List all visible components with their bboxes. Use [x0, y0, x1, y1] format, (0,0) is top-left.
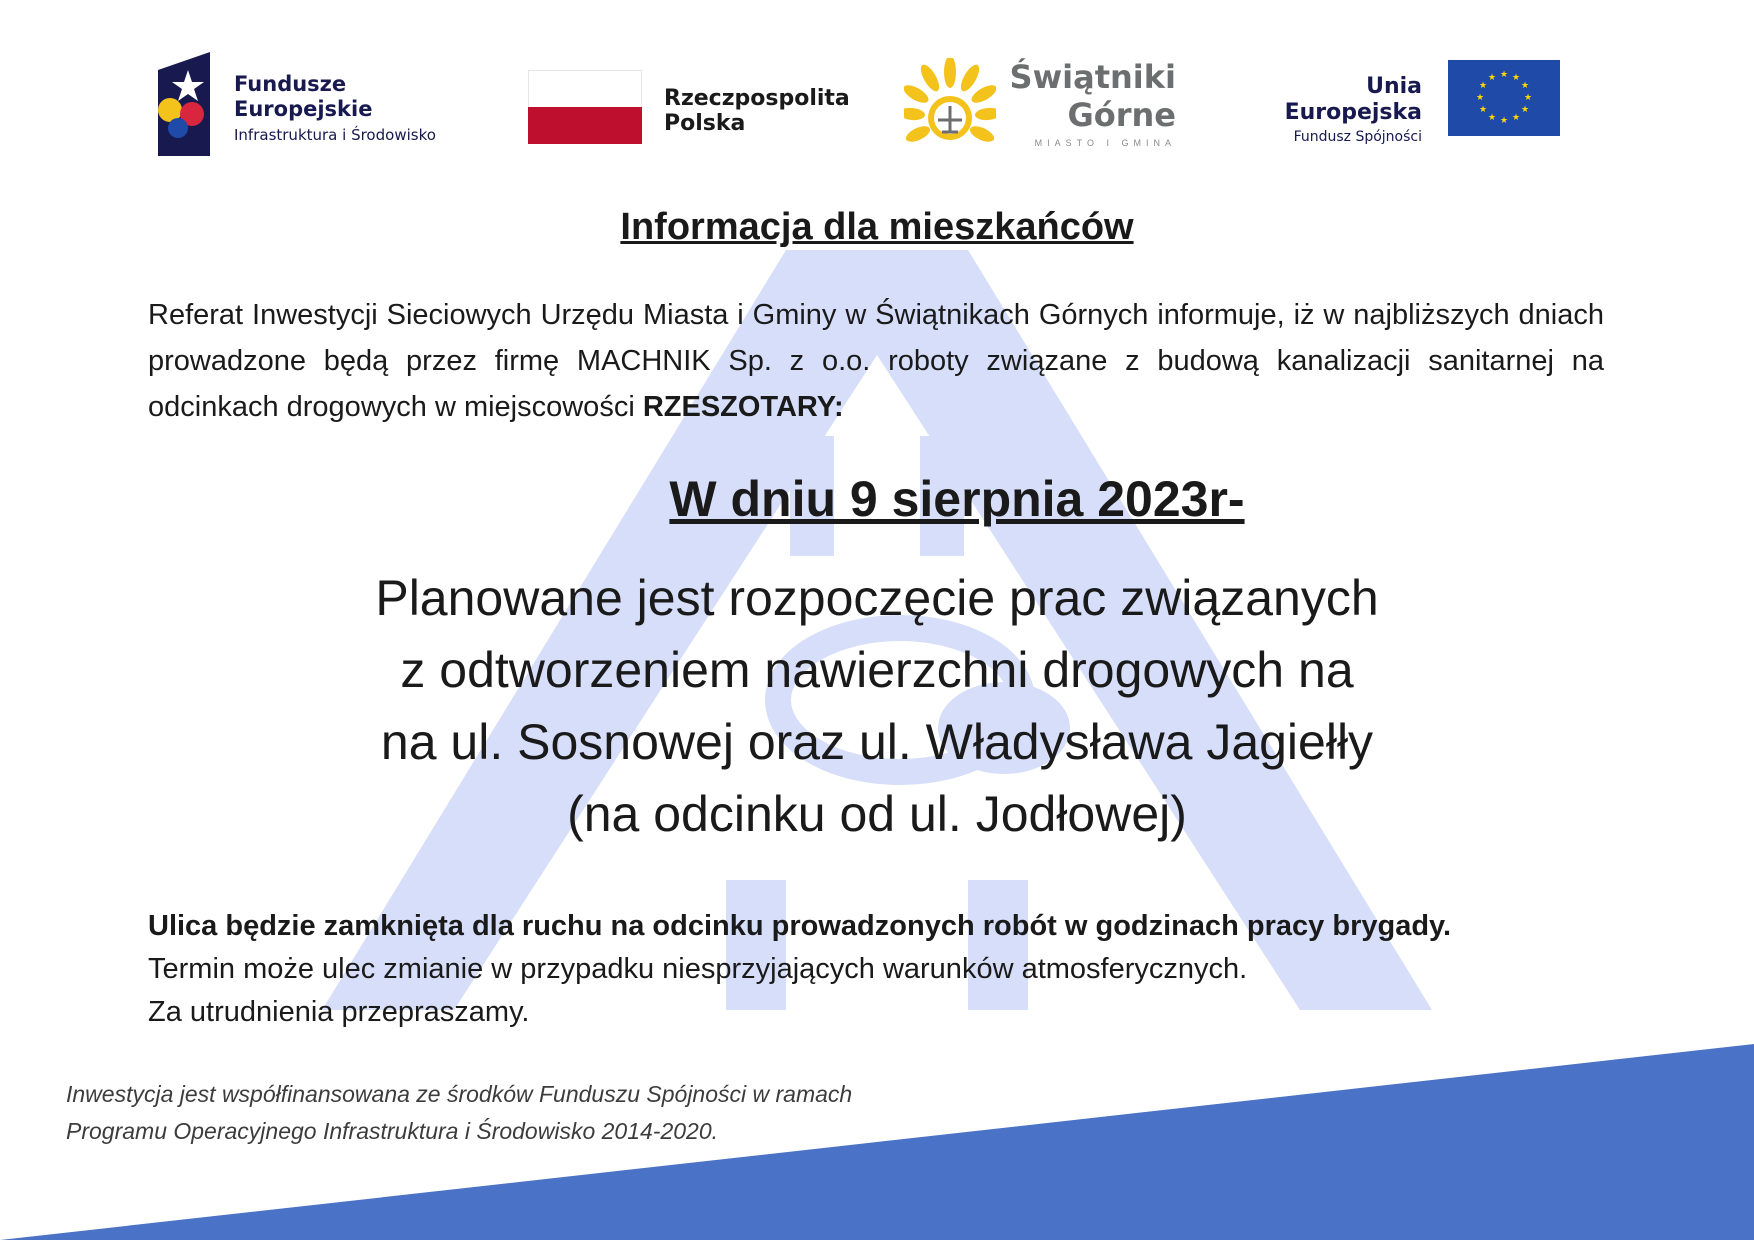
svg-text:★: ★ — [1499, 70, 1509, 80]
closure-notice — [148, 905, 1608, 1034]
planned-works — [0, 562, 1754, 850]
svg-text:★: ★ — [1511, 73, 1521, 83]
svg-text:★: ★ — [1499, 116, 1509, 126]
intro-text: Referat Inwestycji Sieciowych Urzędu Miasta i Gminy w Świątnikach Górnych informuje, iż w najbliższych dniach prowadzone będą przez firmę MACHNIK Sp. z o.o. roboty związane z budową kanalizacji sanitarnej na odcinkach drogowych w miejscowości — [148, 299, 1604, 423]
rp-line2: Polska — [664, 111, 746, 136]
logo-bar — [0, 48, 1754, 158]
svg-text:★: ★ — [1520, 81, 1530, 91]
sg-line2: Górne — [1067, 96, 1176, 134]
fundusze-europejskie-logo — [158, 52, 478, 156]
closure-line: Ulica będzie zamknięta dla ruchu na odcinku prowadzonych robót w godzinach pracy brygady. — [148, 910, 1452, 942]
sg-subtitle: MIASTO I GMINA — [1034, 138, 1176, 148]
fe-line1: Fundusze — [234, 72, 347, 96]
svg-text:★: ★ — [1523, 93, 1533, 103]
sg-line1: Świątniki — [1009, 58, 1176, 96]
planned-line: z odtworzeniem nawierzchni drogowych na — [400, 642, 1354, 698]
weather-line: Termin może ulec zmianie w przypadku niesprzyjających warunków atmosferycznych. — [148, 953, 1248, 985]
fe-line2: Europejskie — [234, 97, 373, 121]
unia-europejska-logo — [1222, 60, 1562, 145]
polish-flag-icon — [528, 70, 642, 144]
svg-text:★: ★ — [1478, 81, 1488, 91]
fe-star-icon — [158, 52, 214, 156]
svg-text:★: ★ — [1487, 73, 1497, 83]
planned-line: Planowane jest rozpoczęcie prac związanych — [375, 570, 1379, 626]
svg-text:★: ★ — [1511, 113, 1521, 123]
rzeczpospolita-polska-logo — [528, 70, 868, 150]
planned-line: (na odcinku od ul. Jodłowej) — [567, 786, 1187, 842]
ue-line1: Unia Europejska — [1284, 74, 1422, 125]
svg-text:★: ★ — [1487, 113, 1497, 123]
funding-line: Inwestycja jest współfinansowana ze środków Funduszu Spójności w ramach — [66, 1081, 853, 1107]
date-heading: W dniu 9 sierpnia 2023r- — [669, 471, 1245, 527]
swiatniki-gorne-logo — [904, 58, 1184, 158]
ue-line2: Fundusz Spójności — [1293, 129, 1422, 145]
rp-line1: Rzeczpospolita — [664, 86, 850, 111]
eu-flag-icon — [1448, 60, 1560, 136]
intro-place: RZESZOTARY: — [642, 391, 844, 423]
intro-paragraph — [148, 292, 1604, 430]
page-title: Informacja dla mieszkańców — [620, 206, 1134, 248]
sun-emblem-icon — [904, 58, 996, 158]
svg-text:★: ★ — [1478, 105, 1488, 115]
fe-line3: Infrastruktura i Środowisko — [234, 126, 436, 144]
svg-text:★: ★ — [1475, 93, 1485, 103]
planned-line: na ul. Sosnowej oraz ul. Władysława Jagiełły — [380, 714, 1374, 770]
funding-note — [66, 1076, 966, 1150]
svg-text:★: ★ — [1520, 105, 1530, 115]
funding-line: Programu Operacyjnego Infrastruktura i Środowisko 2014-2020. — [66, 1118, 719, 1144]
apology-line: Za utrudnienia przepraszamy. — [148, 996, 530, 1028]
